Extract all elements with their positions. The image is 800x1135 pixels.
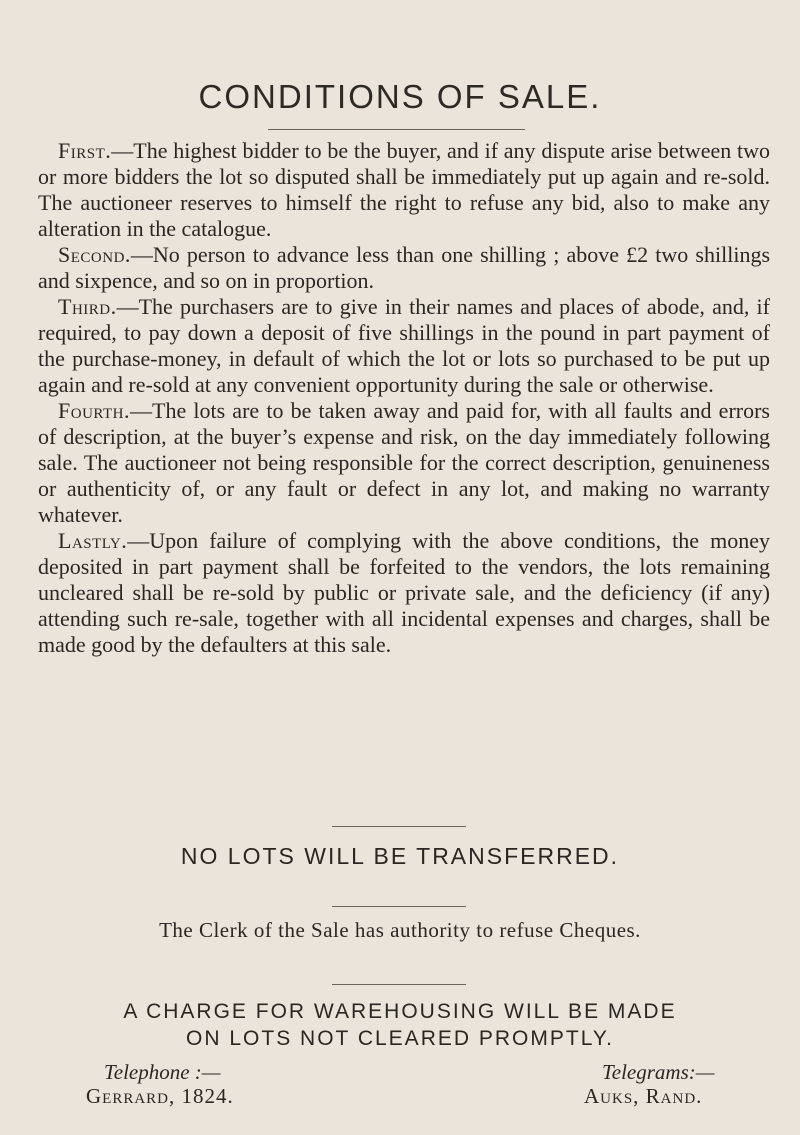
telephone-number: Gerrard, 1824. bbox=[86, 1084, 234, 1108]
warehousing-notice bbox=[0, 998, 800, 1052]
warehousing-notice-line: ON LOTS NOT CLEARED PROMPTLY. bbox=[186, 1027, 614, 1050]
condition-text: —Upon failure of complying with the above conditions, the money deposited in part payment shall be forfeited to the vendors, the lots remaining uncleared shall be re-sold by public or private sale, and the deficiency (if any) attending such re-sale, together with all incidental expenses and charges, shall be made good by the defaulters at this sale. bbox=[38, 528, 770, 657]
section-divider bbox=[332, 826, 466, 827]
condition-text: —The purchasers are to give in their names and places of abode, and, if required, to pay down a deposit of five shillings in the pound in part payment of the purchase-money, in default of which the lot or lots so purchased to be put up again and re-sold at any convenient opportunity during the sale or otherwise. bbox=[38, 294, 770, 397]
condition-text: —No person to advance less than one shilling ; above £2 two shillings and sixpence, and so on in proportion. bbox=[38, 242, 770, 293]
cheques-notice: The Clerk of the Sale has authority to refuse Cheques. bbox=[159, 918, 641, 942]
title-rule bbox=[268, 129, 525, 130]
telephone-block bbox=[86, 1060, 234, 1108]
transfer-notice: NO LOTS WILL BE TRANSFERRED. bbox=[180, 843, 620, 869]
condition-lead: First. bbox=[58, 138, 112, 163]
condition-lead: Third. bbox=[58, 294, 117, 319]
section-divider bbox=[332, 984, 466, 985]
condition-lead: Second. bbox=[58, 242, 131, 267]
page-title: CONDITIONS OF SALE. bbox=[198, 78, 602, 115]
telephone-label: Telephone :— bbox=[104, 1060, 221, 1084]
condition-lead: Lastly. bbox=[58, 528, 128, 553]
condition-third bbox=[38, 294, 770, 398]
condition-fourth bbox=[38, 398, 770, 528]
telegrams-block bbox=[584, 1060, 714, 1108]
section-divider bbox=[332, 906, 466, 907]
condition-first bbox=[38, 138, 770, 242]
condition-lastly bbox=[38, 528, 770, 658]
warehousing-notice-line: A CHARGE FOR WAREHOUSING WILL BE MADE bbox=[123, 1000, 677, 1023]
condition-text: —The lots are to be taken away and paid for, with all faults and errors of description, at the buyer’s expense and risk, on the day immediately following sale. The auctioneer not being responsible for the correct description, genuineness or authenticity of, or any fault or defect in any lot, and making no warranty whatever. bbox=[38, 398, 770, 527]
conditions-list bbox=[38, 138, 770, 658]
condition-second bbox=[38, 242, 770, 294]
telegrams-address: Auks, Rand. bbox=[584, 1084, 703, 1108]
telegrams-label: Telegrams:— bbox=[602, 1060, 715, 1084]
condition-lead: Fourth. bbox=[58, 398, 130, 423]
condition-text: —The highest bidder to be the buyer, and if any dispute arise between two or more bidders the lot so disputed shall be immediately put up again and re-sold. The auctioneer reserves to himself the right to refuse any bid, also to make any alteration in the catalogue. bbox=[38, 138, 770, 241]
